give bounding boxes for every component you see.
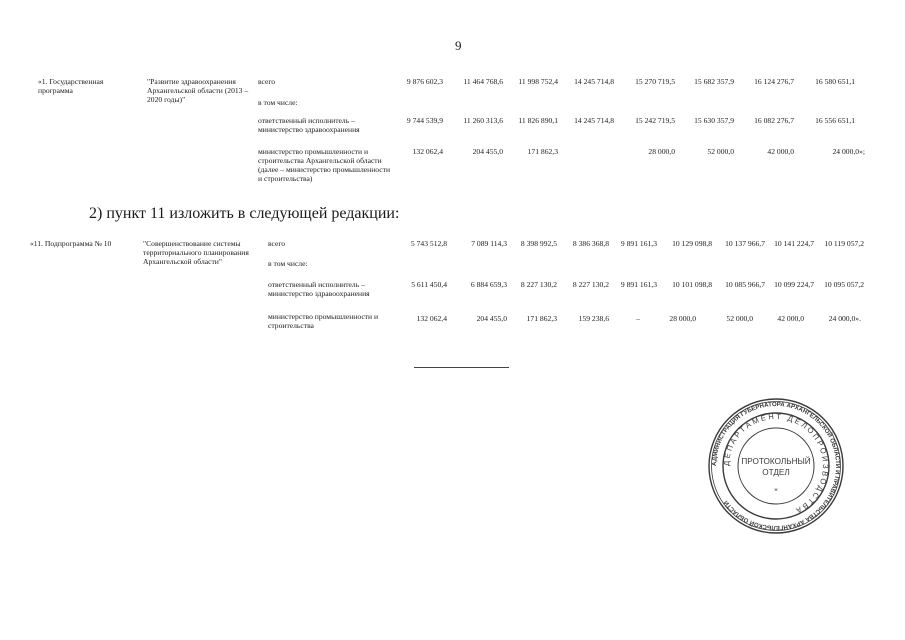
divider [414,367,509,368]
value-cell: 11 998 752,4 [518,77,558,86]
value-cell: 9 876 602,3 [406,77,443,86]
stamp-center-line-1: ПРОТОКОЛЬНЫЙ [741,457,811,466]
page-number: 9 [455,38,462,53]
row-label: всего [268,239,286,248]
row-label: ответственный исполнитель – министерство здравоохранения [258,116,360,134]
value-cell: 10 099 224,7 [774,280,814,289]
value-cell: 9 891 161,3 [620,239,657,248]
value-cell: 132 062,4 [412,147,443,156]
value-cell: 171 862,3 [527,147,558,156]
value-cell: 5 611 450,4 [411,280,447,289]
value-cell: 159 238,6 [578,314,609,323]
stamp-outer-text: АДМИНИСТРАЦИЯ ГУБЕРНАТОРА АРХАНГЕЛЬСКОЙ ОБЛАСТИ И ПРАВИТЕЛЬСТВА АРХАНГЕЛЬСКОЙ ОБЛАСТИ [710,400,842,532]
value-cell: 28 000,0 [669,314,696,323]
value-cell: 16 124 276,7 [754,77,794,86]
section-heading: 2) пункт 11 изложить в следующей редакции: [89,205,400,222]
value-cell: 42 000,0 [777,314,804,323]
value-cell: 15 270 719,5 [635,77,675,86]
value-cell: 24 000,0»; [832,147,865,156]
value-cell: 16 580 651,1 [815,77,855,86]
value-cell: 28 000,0 [648,147,675,156]
row-label: ответственный исполнитель – министерство здравоохранения [268,280,370,298]
value-cell: 7 089 114,3 [471,239,507,248]
value-cell: 16 556 651,1 [815,116,855,125]
row-label: в том числе: [258,98,298,107]
row-label: в том числе: [268,259,308,268]
row-label: министерство промышленности и строительства Архангельской области (далее – министерство промышленности и строительства) [258,147,391,183]
value-cell: 204 455,0 [472,147,503,156]
value-cell: 52 000,0 [726,314,753,323]
value-cell: 9 891 161,3 [620,280,657,289]
value-cell: 15 630 357,9 [694,116,734,125]
value-cell: 204 455,0 [476,314,507,323]
value-cell: 52 000,0 [707,147,734,156]
value-cell: 8 227 130,2 [572,280,609,289]
value-cell: 15 242 719,5 [635,116,675,125]
value-cell: 15 682 357,9 [694,77,734,86]
row-label: министерство промышленности и строительства [268,312,379,330]
value-cell: 8 398 992,5 [520,239,557,248]
value-cell: 10 095 057,2 [824,280,864,289]
value-cell: – [636,314,640,323]
subprogram-name-cell: «11. Подпрограмма № 10 [30,239,112,248]
value-cell: 10 141 224,7 [774,239,814,248]
stamp-star-icon: * [774,487,778,495]
value-cell: 42 000,0 [767,147,794,156]
stamp-inner-text: ДЕПАРТАМЕНТ ДЕЛОПРОИЗВОДСТВА [721,411,831,516]
stamp-center-line-2: ОТДЕЛ [762,468,790,477]
program-name-cell: «1. Государственная программа [38,77,104,95]
value-cell: 10 129 098,8 [672,239,712,248]
official-stamp [706,396,846,536]
value-cell: 8 386 368,8 [572,239,609,248]
value-cell: 24 000,0». [828,314,861,323]
value-cell: 5 743 512,8 [410,239,447,248]
value-cell: 6 884 659,3 [470,280,507,289]
value-cell: 14 245 714,8 [574,116,614,125]
row-label: всего [258,77,276,86]
value-cell: 9 744 539,9 [406,116,443,125]
value-cell: 10 085 966,7 [725,280,765,289]
value-cell: 16 082 276,7 [754,116,794,125]
value-cell: 11 464 768,6 [463,77,503,86]
value-cell: 10 137 966,7 [725,239,765,248]
value-cell: 171 862,3 [526,314,557,323]
value-cell: 14 245 714,8 [574,77,614,86]
subprogram-title-cell: "Совершенствование системы территориального планирования Архангельской области" [143,239,249,266]
value-cell: 11 826 890,1 [518,116,558,125]
value-cell: 11 260 313,6 [463,116,503,125]
value-cell: 10 119 057,2 [824,239,864,248]
program-title-cell: "Развитие здравоохранения Архангельской области (2013 – 2020 годы)" [147,77,249,104]
value-cell: 132 062,4 [416,314,447,323]
value-cell: 8 227 130,2 [520,280,557,289]
value-cell: 10 101 098,8 [672,280,712,289]
